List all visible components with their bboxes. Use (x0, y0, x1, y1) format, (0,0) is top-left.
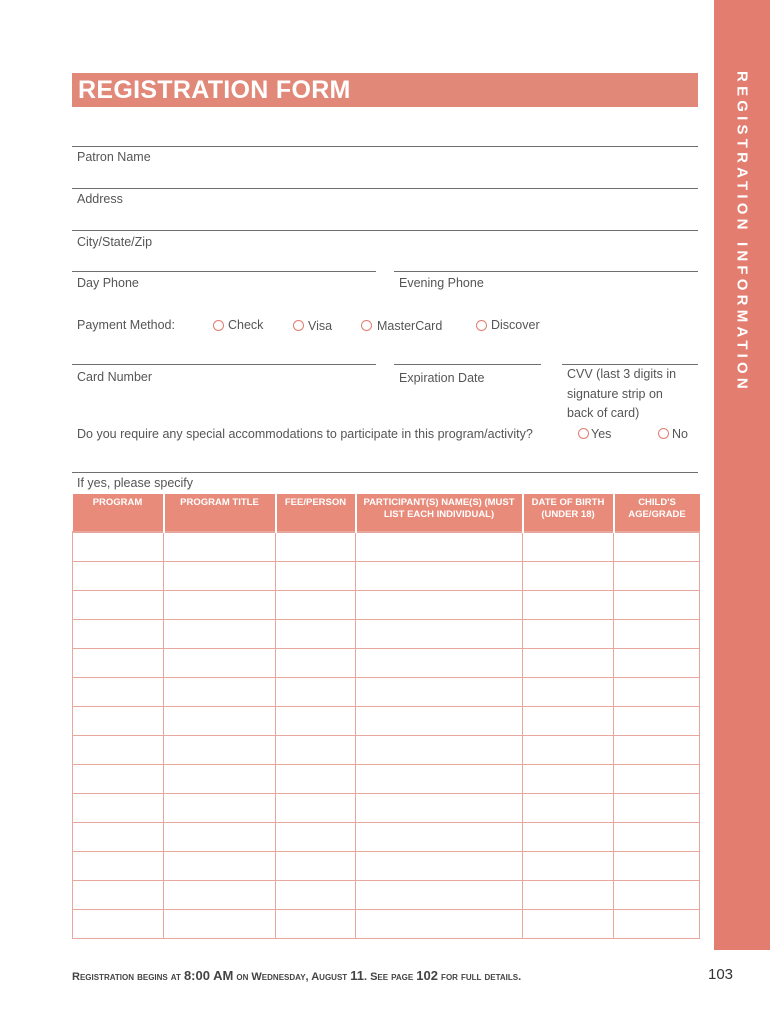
table-cell[interactable] (164, 765, 276, 794)
program-table-body (73, 532, 700, 939)
no-label: No (672, 427, 688, 441)
table-cell[interactable] (523, 910, 614, 939)
table-cell[interactable] (276, 736, 356, 765)
table-cell[interactable] (73, 736, 164, 765)
table-cell[interactable] (614, 532, 700, 562)
header-fee-person: FEE/PERSON (276, 494, 356, 532)
payment-method-label: Payment Method: (77, 318, 175, 332)
day-phone-field[interactable] (72, 271, 376, 272)
table-cell[interactable] (356, 707, 523, 736)
table-cell[interactable] (356, 678, 523, 707)
table-cell[interactable] (523, 794, 614, 823)
table-row (73, 591, 700, 620)
table-cell[interactable] (614, 620, 700, 649)
header-program-title: PROGRAM TITLE (164, 494, 276, 532)
footer-text-b: on Wednesday, August (233, 971, 351, 983)
visa-label: Visa (308, 319, 333, 333)
check-label: Check (228, 318, 264, 332)
table-cell[interactable] (164, 678, 276, 707)
table-cell[interactable] (73, 591, 164, 620)
yes-radio[interactable] (578, 428, 589, 439)
table-cell[interactable] (276, 649, 356, 678)
table-cell[interactable] (523, 736, 614, 765)
table-row (73, 910, 700, 939)
table-cell[interactable] (73, 823, 164, 852)
table-cell[interactable] (276, 620, 356, 649)
table-cell[interactable] (276, 794, 356, 823)
table-cell[interactable] (276, 910, 356, 939)
table-cell[interactable] (164, 707, 276, 736)
card-number-field[interactable] (72, 364, 376, 365)
table-cell[interactable] (73, 852, 164, 881)
table-cell[interactable] (73, 910, 164, 939)
table-row (73, 765, 700, 794)
table-row (73, 707, 700, 736)
table-cell[interactable] (73, 678, 164, 707)
table-row (73, 736, 700, 765)
table-cell[interactable] (523, 707, 614, 736)
table-cell[interactable] (164, 910, 276, 939)
table-cell[interactable] (356, 649, 523, 678)
footer-page-ref: 102 (416, 968, 438, 983)
table-row (73, 794, 700, 823)
no-radio[interactable] (658, 428, 669, 439)
table-header-row (73, 494, 700, 532)
footer-day: 11 (350, 968, 364, 983)
table-cell[interactable] (356, 765, 523, 794)
yes-label: Yes (591, 427, 612, 441)
table-row (73, 532, 700, 562)
table-cell[interactable] (523, 591, 614, 620)
table-cell[interactable] (73, 707, 164, 736)
header-date-of-birth: DATE OF BIRTH (UNDER 18) (523, 494, 614, 532)
footer-text-d: for full details. (438, 971, 522, 983)
table-row (73, 823, 700, 852)
table-cell[interactable] (523, 852, 614, 881)
cvv-label: CVV (last 3 digits in signature strip on back of card) (567, 367, 677, 420)
table-cell[interactable] (164, 591, 276, 620)
table-cell[interactable] (356, 562, 523, 591)
footer-text-a: Registration begins at (72, 971, 184, 983)
table-cell[interactable] (614, 591, 700, 620)
table-cell[interactable] (356, 823, 523, 852)
table-cell[interactable] (164, 881, 276, 910)
expiration-date-field[interactable] (394, 364, 541, 365)
table-cell[interactable] (164, 852, 276, 881)
footer-note (72, 968, 521, 983)
table-cell[interactable] (276, 823, 356, 852)
page-title: REGISTRATION FORM (78, 76, 351, 104)
discover-label: Discover (491, 318, 540, 332)
visa-radio[interactable] (293, 320, 304, 331)
table-cell[interactable] (614, 881, 700, 910)
table-cell[interactable] (614, 562, 700, 591)
table-cell[interactable] (614, 852, 700, 881)
table-row (73, 881, 700, 910)
title-bar (72, 73, 698, 107)
table-cell[interactable] (73, 562, 164, 591)
table-cell[interactable] (73, 765, 164, 794)
table-cell[interactable] (356, 794, 523, 823)
table-cell[interactable] (523, 649, 614, 678)
table-cell[interactable] (614, 707, 700, 736)
table-cell[interactable] (356, 852, 523, 881)
check-radio[interactable] (213, 320, 224, 331)
header-child-age-grade: CHILD'S AGE/GRADE (614, 494, 700, 532)
table-cell[interactable] (276, 707, 356, 736)
accommodations-details-field[interactable] (72, 472, 698, 473)
table-cell[interactable] (73, 532, 164, 562)
table-cell[interactable] (523, 765, 614, 794)
footer-time: 8:00 AM (183, 968, 234, 983)
table-cell[interactable] (523, 532, 614, 562)
table-row (73, 649, 700, 678)
table-cell[interactable] (73, 620, 164, 649)
header-program: PROGRAM (73, 494, 164, 532)
evening-phone-label: Evening Phone (399, 276, 484, 290)
accommodations-question: Do you require any special accommodations to participate in this program/activity? (77, 427, 533, 441)
table-cell[interactable] (276, 591, 356, 620)
address-label: Address (77, 192, 123, 206)
city-state-zip-field[interactable] (72, 230, 698, 231)
address-field[interactable] (72, 188, 698, 189)
discover-radio[interactable] (476, 320, 487, 331)
table-cell[interactable] (356, 881, 523, 910)
patron-name-label: Patron Name (77, 150, 151, 164)
mastercard-radio[interactable] (361, 320, 372, 331)
table-cell[interactable] (614, 910, 700, 939)
table-cell[interactable] (276, 678, 356, 707)
table-cell[interactable] (614, 649, 700, 678)
table-cell[interactable] (356, 620, 523, 649)
table-cell[interactable] (614, 794, 700, 823)
table-cell[interactable] (614, 823, 700, 852)
table-cell[interactable] (356, 910, 523, 939)
table-cell[interactable] (276, 852, 356, 881)
if-yes-label: If yes, please specify (77, 476, 194, 490)
table-cell[interactable] (523, 620, 614, 649)
table-cell[interactable] (523, 562, 614, 591)
table-cell[interactable] (276, 562, 356, 591)
header-participant-names: PARTICIPANT(S) NAME(S) (MUST LIST EACH INDIVIDUAL) (356, 494, 523, 532)
table-row (73, 562, 700, 591)
table-cell[interactable] (356, 736, 523, 765)
day-phone-label: Day Phone (77, 276, 139, 290)
table-row (73, 620, 700, 649)
table-cell[interactable] (276, 532, 356, 562)
table-cell[interactable] (164, 532, 276, 562)
table-cell[interactable] (356, 591, 523, 620)
table-cell[interactable] (73, 649, 164, 678)
table-cell[interactable] (164, 649, 276, 678)
table-cell[interactable] (276, 881, 356, 910)
table-cell[interactable] (523, 678, 614, 707)
table-cell[interactable] (73, 794, 164, 823)
table-cell[interactable] (73, 881, 164, 910)
table-cell[interactable] (614, 736, 700, 765)
mastercard-label: MasterCard (377, 319, 443, 333)
table-cell[interactable] (164, 794, 276, 823)
program-table (72, 494, 700, 939)
table-cell[interactable] (523, 823, 614, 852)
table-row (73, 852, 700, 881)
table-cell[interactable] (614, 678, 700, 707)
table-cell[interactable] (164, 562, 276, 591)
table-cell[interactable] (164, 823, 276, 852)
card-number-label: Card Number (77, 370, 153, 384)
expiration-date-label: Expiration Date (399, 371, 485, 385)
evening-phone-field[interactable] (394, 271, 698, 272)
table-cell[interactable] (276, 765, 356, 794)
side-tab-label: REGISTRATION INFORMATION (733, 71, 751, 393)
footer-text-c: . See page (363, 971, 417, 983)
table-cell[interactable] (164, 736, 276, 765)
table-cell[interactable] (356, 532, 523, 562)
page-number: 103 (708, 966, 734, 983)
table-cell[interactable] (164, 620, 276, 649)
table-cell[interactable] (614, 765, 700, 794)
table-row (73, 678, 700, 707)
patron-name-field[interactable] (72, 146, 698, 147)
city-state-zip-label: City/State/Zip (77, 235, 153, 249)
table-cell[interactable] (523, 881, 614, 910)
